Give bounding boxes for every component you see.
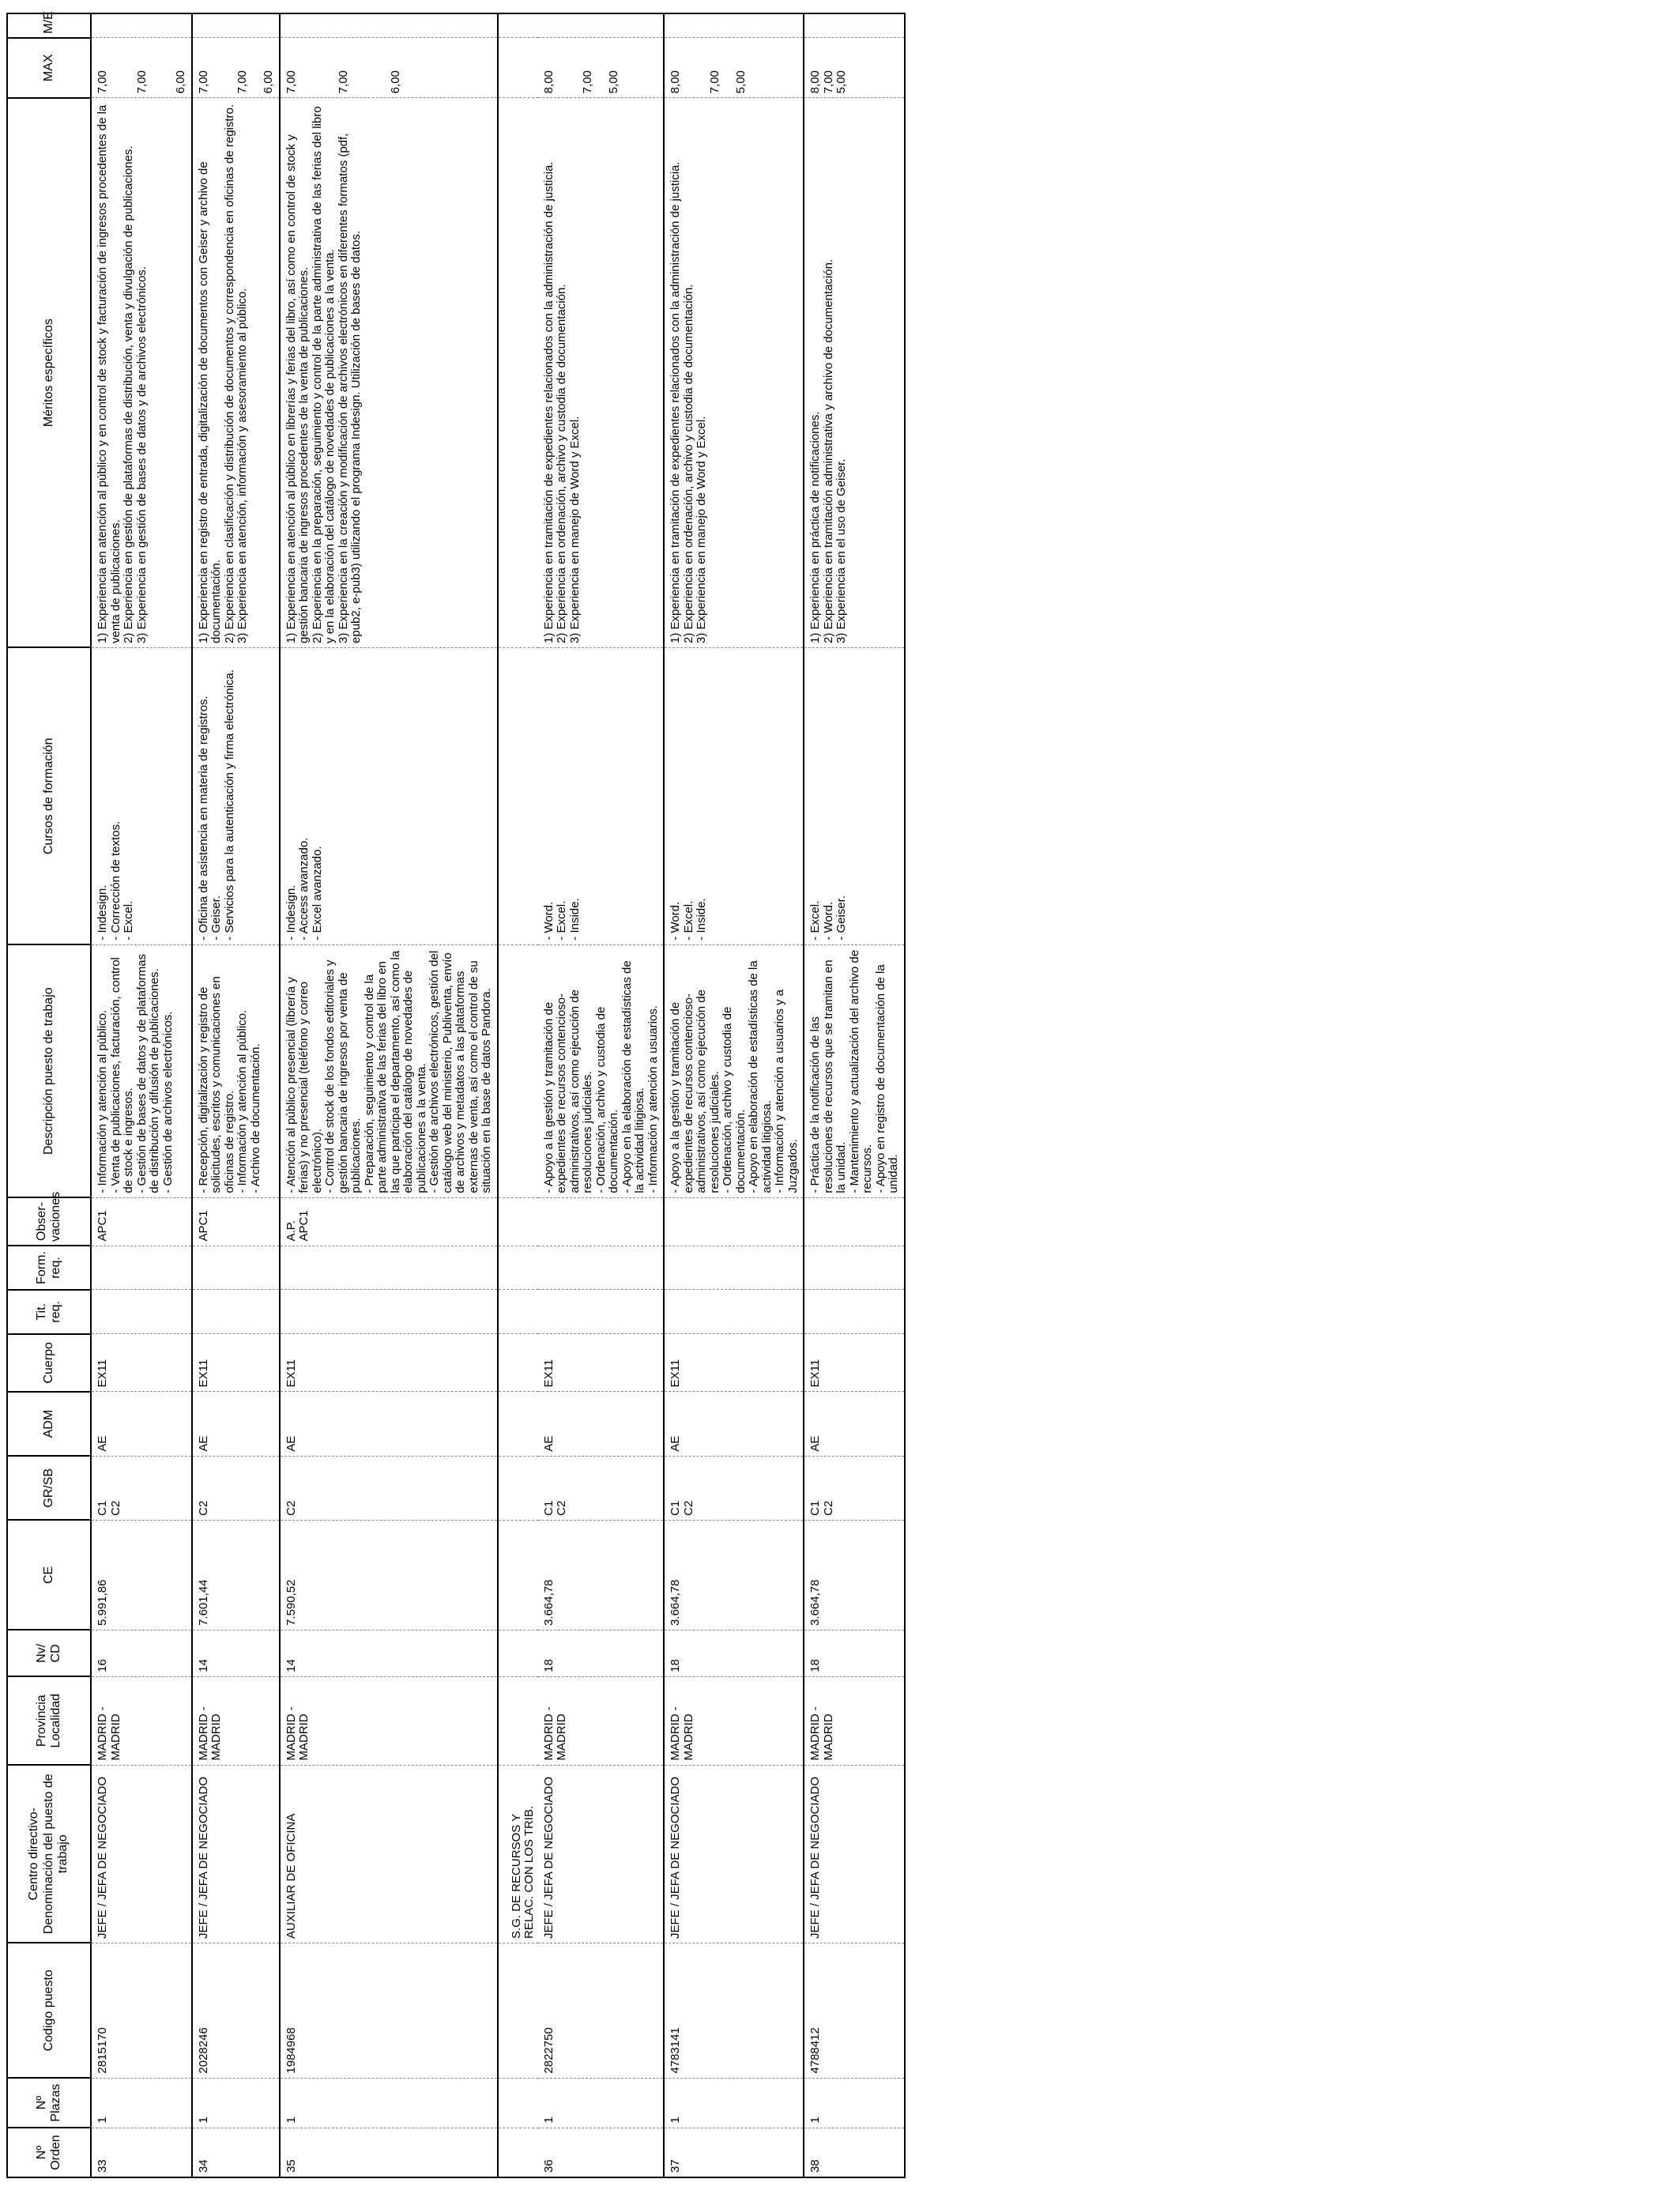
cell-formacion <box>538 1246 665 1290</box>
cell-descripcion: - Información y atención al público. - Venta de publicaciones, facturación, control de stock e ingresos. - Gestión de bases de datos y de plataformas de distribución y difusión de publicaciones. - Gestión de archivos electrónicos. <box>91 944 192 1197</box>
cell-nivel: 18 <box>538 1630 665 1676</box>
header-cursos: Cursos de formación <box>7 647 91 944</box>
cell-formacion <box>804 1246 905 1290</box>
cell-codigo: 2028246 <box>192 1943 280 2078</box>
cell-cursos: - Excel. - Word. - Geiser. <box>804 647 905 944</box>
cell-ce: 7.601,44 <box>192 1520 280 1630</box>
table-row <box>192 13 280 2177</box>
cell-nivel: 14 <box>192 1630 280 1676</box>
cell-formacion <box>192 1246 280 1290</box>
cell-orden: 33 <box>91 2128 192 2177</box>
cell-orden: 34 <box>192 2128 280 2177</box>
cell-max: 7,00 7,00 6,00 <box>91 38 192 98</box>
cell-observaciones <box>538 1197 665 1246</box>
cell-adm: AE <box>804 1392 905 1456</box>
cell-titulacion <box>664 1290 804 1334</box>
cell-codigo: 2815170 <box>91 1943 192 2078</box>
cell-titulacion <box>538 1290 665 1334</box>
cell-titulacion <box>804 1290 905 1334</box>
cell-titulacion <box>192 1290 280 1334</box>
cell-adm: AE <box>280 1392 498 1456</box>
cell-cursos: - Oficina de asistencia en materia de registros. - Geiser. - Servicios para la autenticación y firma electrónica. <box>192 647 280 944</box>
section-heading: S.G. DE RECURSOS Y RELAC. CON LOS TRIB. <box>498 1765 538 1943</box>
header-codigo: Codigo puesto <box>7 1943 91 2078</box>
cell-me <box>804 13 905 38</box>
header-titulacion: Tit. req. <box>7 1290 91 1334</box>
cell-observaciones <box>664 1197 804 1246</box>
cell-cursos: - Word. - Excel. - Inside. <box>538 647 665 944</box>
header-grupo: GR/SB <box>7 1456 91 1520</box>
cell-cursos: - Indesign. - Access avanzado. - Excel avanzado. <box>280 647 498 944</box>
cell-nivel: 18 <box>804 1630 905 1676</box>
table-row <box>91 13 192 2177</box>
cell-grupo: C1 C2 <box>804 1456 905 1520</box>
cell-provincia: MADRID - MADRID <box>804 1676 905 1765</box>
cell-orden: 37 <box>664 2128 804 2177</box>
cell-meritos: 1) Experiencia en práctica de notificaciones. 2) Experiencia en tramitación administrativa y archivo de documentación. 3) Experiencia en el uso de Geiser. <box>804 98 905 648</box>
cell-me <box>280 13 498 38</box>
cell-observaciones: APC1 <box>192 1197 280 1246</box>
cell-provincia: MADRID - MADRID <box>91 1676 192 1765</box>
cell-centro: JEFE / JEFA DE NEGOCIADO <box>804 1765 905 1943</box>
cell-me <box>91 13 192 38</box>
cell-codigo: 1984968 <box>280 1943 498 2078</box>
cell-plazas: 1 <box>192 2078 280 2128</box>
cell-plazas: 1 <box>91 2078 192 2128</box>
cell-meritos: 1) Experiencia en tramitación de expedientes relacionados con la administración de justicia. 2) Experiencia en ordenación, archivo y custodia de documentación. 3) Experiencia en manejo de Word y Excel. <box>538 98 665 648</box>
cell-provincia: MADRID - MADRID <box>538 1676 665 1765</box>
cell-adm: AE <box>664 1392 804 1456</box>
cell-descripcion: - Práctica de la notificación de las resoluciones de recursos que se tramitan en la unidad. - Mantenimiento y actualización del archivo de recursos. - Apoyo en registro de documentación de la unidad. <box>804 944 905 1197</box>
cell-adm: AE <box>538 1392 665 1456</box>
cell-centro: JEFE / JEFA DE NEGOCIADO <box>664 1765 804 1943</box>
cell-centro: AUXILIAR DE OFICINA <box>280 1765 498 1943</box>
header-meritos: Méritos específicos <box>7 98 91 648</box>
cell-max: 8,00 7,00 5,00 <box>664 38 804 98</box>
cell-observaciones <box>804 1197 905 1246</box>
cell-observaciones: A.P. APC1 <box>280 1197 498 1246</box>
cell-grupo: C1 C2 <box>538 1456 665 1520</box>
cell-centro: JEFE / JEFA DE NEGOCIADO <box>538 1765 665 1943</box>
cell-cuerpo: EX11 <box>280 1334 498 1392</box>
cell-centro: JEFE / JEFA DE NEGOCIADO <box>91 1765 192 1943</box>
cell-titulacion <box>280 1290 498 1334</box>
header-provincia: Provincia Localidad <box>7 1676 91 1765</box>
cell-max: 7,00 7,00 6,00 <box>192 38 280 98</box>
cell-max: 8,00 7,00 5,00 <box>538 38 665 98</box>
table-row <box>280 13 498 2177</box>
cell-descripcion: - Recepción, digitalización y registro de solicitudes, escritos y comunicaciones en oficinas de registro. - Información y atención al público. - Archivo de documentación. <box>192 944 280 1197</box>
cell-ce: 5.991,86 <box>91 1520 192 1630</box>
cell-max: 7,00 7,00 6,00 <box>280 38 498 98</box>
cell-adm: AE <box>91 1392 192 1456</box>
table-row <box>664 13 804 2177</box>
cell-max: 8,00 7,00 5,00 <box>804 38 905 98</box>
table-row <box>538 13 665 2177</box>
cell-observaciones: APC1 <box>91 1197 192 1246</box>
section-row <box>498 13 538 2177</box>
cell-centro: JEFE / JEFA DE NEGOCIADO <box>192 1765 280 1943</box>
cell-plazas: 1 <box>804 2078 905 2128</box>
header-observaciones: Obser-vaciones <box>7 1197 91 1246</box>
cell-cursos: - Word. - Excel. - Inside. <box>664 647 804 944</box>
header-adm: ADM <box>7 1392 91 1456</box>
cell-grupo: C1 C2 <box>91 1456 192 1520</box>
header-cuerpo: Cuerpo <box>7 1334 91 1392</box>
cell-codigo: 4788412 <box>804 1943 905 2078</box>
cell-formacion <box>91 1246 192 1290</box>
header-ce: CE <box>7 1520 91 1630</box>
cell-grupo: C2 <box>192 1456 280 1520</box>
job-positions-table <box>6 13 906 2178</box>
cell-me <box>664 13 804 38</box>
cell-nivel: 18 <box>664 1630 804 1676</box>
cell-cuerpo: EX11 <box>804 1334 905 1392</box>
header-centro: Centro directivo- Denominación del puesto de trabajo <box>7 1765 91 1943</box>
cell-meritos: 1) Experiencia en atención al público y en control de stock y facturación de ingresos procedentes de la venta de publicaciones. 2) Experiencia en gestión de plataformas de distribución, venta y divulgación de publicaciones. 3) Experiencia en gestión de bases de datos y de archivos electrónicos. <box>91 98 192 648</box>
header-formacion: Form. req. <box>7 1246 91 1290</box>
cell-ce: 3.664,78 <box>664 1520 804 1630</box>
cell-me <box>192 13 280 38</box>
cell-ce: 3.664,78 <box>804 1520 905 1630</box>
cell-grupo: C1 C2 <box>664 1456 804 1520</box>
cell-meritos: 1) Experiencia en tramitación de expedientes relacionados con la administración de justicia. 2) Experiencia en ordenación, archivo y custodia de documentación. 3) Experiencia en manejo de Word y Excel. <box>664 98 804 648</box>
header-me: M/E <box>7 13 91 38</box>
cell-orden: 36 <box>538 2128 665 2177</box>
cell-orden: 38 <box>804 2128 905 2177</box>
cell-cuerpo: EX11 <box>664 1334 804 1392</box>
cell-cursos: - Indesign. - Corrección de textos. - Excel. <box>91 647 192 944</box>
header-row <box>7 13 91 2177</box>
header-orden: Nº Orden <box>7 2128 91 2177</box>
cell-cuerpo: EX11 <box>538 1334 665 1392</box>
header-descripcion: Descripción puesto de trabajo <box>7 944 91 1197</box>
cell-plazas: 1 <box>538 2078 665 2128</box>
header-max: MAX <box>7 38 91 98</box>
cell-descripcion: - Apoyo a la gestión y tramitación de expedientes de recursos contencioso-administrativos, así como ejecución de resoluciones judiciales. - Ordenación, archivo y custodia de documentación. - Apoyo en la elaboración de estadísticas de la actividad litigiosa. - Información y atención a usuarios. <box>538 944 665 1197</box>
cell-codigo: 2822750 <box>538 1943 665 2078</box>
cell-provincia: MADRID - MADRID <box>192 1676 280 1765</box>
cell-plazas: 1 <box>280 2078 498 2128</box>
cell-adm: AE <box>192 1392 280 1456</box>
cell-formacion <box>664 1246 804 1290</box>
cell-titulacion <box>91 1290 192 1334</box>
cell-plazas: 1 <box>664 2078 804 2128</box>
cell-ce: 3.664,78 <box>538 1520 665 1630</box>
table-row <box>804 13 905 2177</box>
cell-meritos: 1) Experiencia en registro de entrada, digitalización de documentos con Geiser y archivo de documentación. 2) Experiencia en clasificación y distribución de documentos y correspondencia en oficinas de registro. 3) Experiencia en atención, información y asesoramiento al público. <box>192 98 280 648</box>
cell-meritos: 1) Experiencia en atención al público en librerías y ferias del libro, así como en control de stock y gestión bancaria de ingresos procedentes de la venta de publicaciones. 2) Experiencia en la preparación, seguimiento y control de la parte administrativa de las ferias del libro y en la elaboración del catálogo de novedades de publicaciones a la venta. 3) Experiencia en la creación y modificación de archivos electrónicos en diferentes formatos (pdf, epub2, e-pub3) utilizando el programa Indesign. Utilización de bases de datos. <box>280 98 498 648</box>
cell-nivel: 14 <box>280 1630 498 1676</box>
header-nivel: Nv/ CD <box>7 1630 91 1676</box>
cell-descripcion: - Atención al público presencial (librería y ferias) y no presencial (teléfono y correo electrónico). - Control de stock de los fondos editoriales y gestión bancaria de ingresos por venta de publicaciones. - Preparación, seguimiento y control de la parte administrativa de las ferias del libro en las que participa el departamento, así como la elaboración del catálogo de novedades de publicaciones a la venta. - Gestión de archivos electrónicos, gestión del catálogo web del ministerio, Publiventa, envío de archivos y metadatos a las plataformas externas de venta, así como el control de su situación en la base de datos Pandora. <box>280 944 498 1197</box>
cell-grupo: C2 <box>280 1456 498 1520</box>
cell-nivel: 16 <box>91 1630 192 1676</box>
cell-ce: 7.590,52 <box>280 1520 498 1630</box>
cell-descripcion: - Apoyo a la gestión y tramitación de expedientes de recursos contencioso-administrativos, así como ejecución de resoluciones judiciales. - Ordenación, archivo y custodia de documentación. - Apoyo en elaboración de estadísticas de la actividad litigiosa. - Información y atención a usuarios y a Juzgados. <box>664 944 804 1197</box>
cell-codigo: 4783141 <box>664 1943 804 2078</box>
cell-cuerpo: EX11 <box>91 1334 192 1392</box>
header-plazas: Nº Plazas <box>7 2078 91 2128</box>
cell-formacion <box>280 1246 498 1290</box>
cell-me <box>538 13 665 38</box>
cell-orden: 35 <box>280 2128 498 2177</box>
cell-provincia: MADRID - MADRID <box>280 1676 498 1765</box>
cell-provincia: MADRID - MADRID <box>664 1676 804 1765</box>
cell-cuerpo: EX11 <box>192 1334 280 1392</box>
